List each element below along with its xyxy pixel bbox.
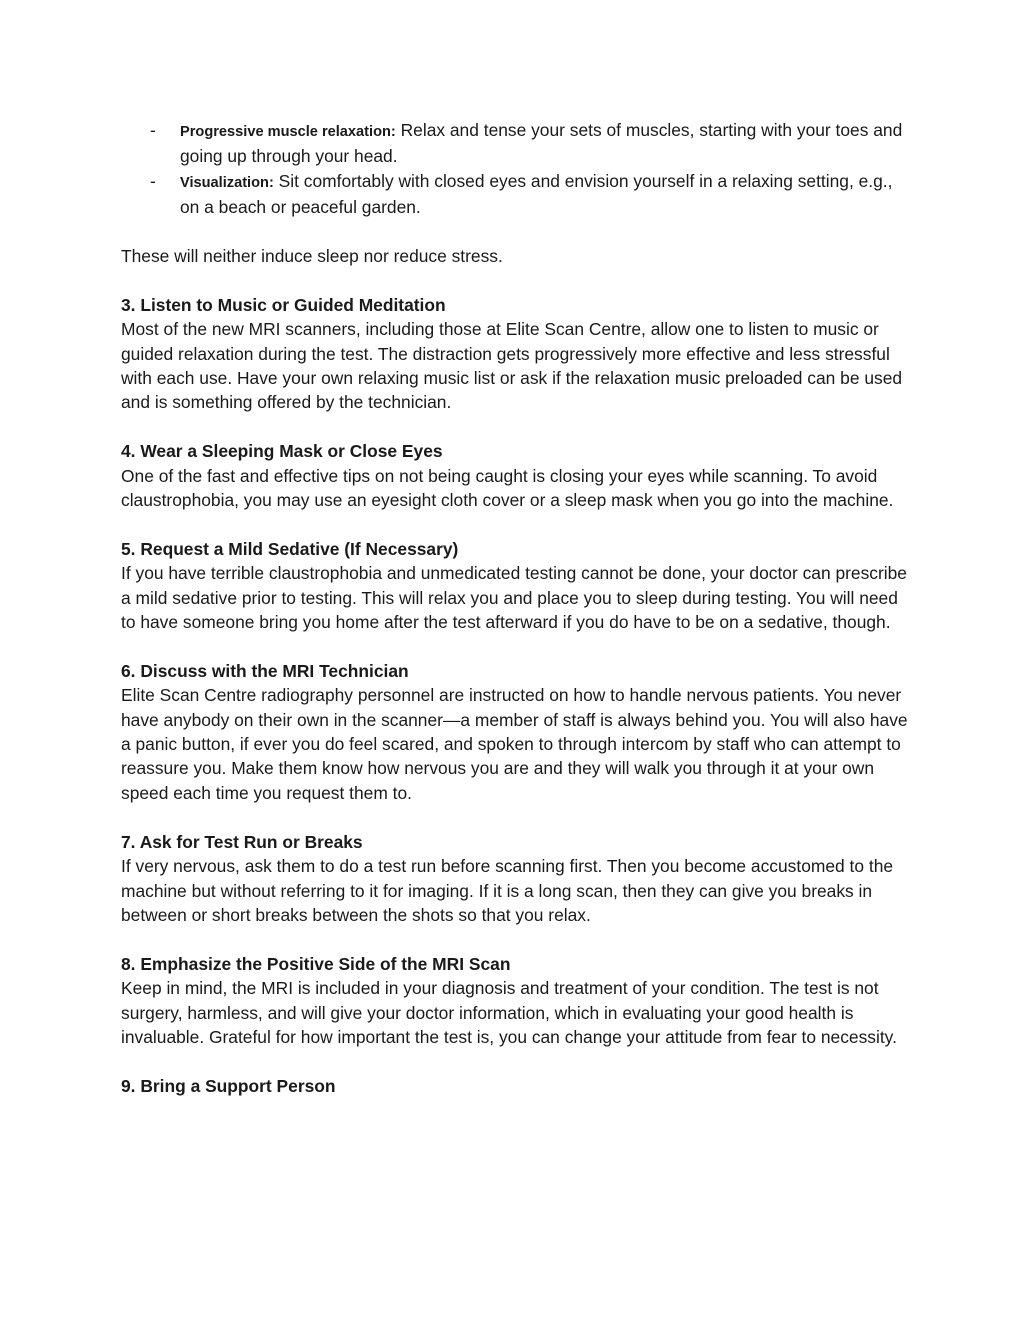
spacer — [121, 268, 911, 292]
relaxation-techniques-list — [121, 118, 911, 220]
spacer — [121, 1049, 911, 1073]
section-heading: 4. Wear a Sleeping Mask or Close Eyes — [121, 441, 443, 462]
spacer — [121, 220, 911, 244]
section-body: One of the fast and effective tips on not being caught is closing your eyes while scanning. To avoid claustrophobia, you may use an eyesight cloth cover or a sleep mask when you go into the machine. — [121, 465, 894, 511]
section-mild-sedative — [121, 537, 911, 635]
section-heading: 9. Bring a Support Person — [121, 1075, 336, 1096]
section-test-run-breaks — [121, 830, 911, 928]
section-body: If you have terrible claustrophobia and unmedicated testing cannot be done, your doctor can prescribe a mild sedative prior to testing. This will relax you and place you to sleep during testing. You will need to have someone bring you home after the test afterward if you do have to be on a sedative, though. — [121, 563, 907, 633]
bullet-term: Visualization: — [180, 174, 274, 191]
spacer — [121, 634, 911, 658]
section-heading: 7. Ask for Test Run or Breaks — [121, 831, 363, 852]
bullet-dash: - — [150, 120, 156, 140]
document-page — [121, 118, 911, 1098]
section-body: If very nervous, ask them to do a test run before scanning first. Then you become accustomed to the machine but without referring to it for imaging. If it is a long scan, then they can give you breaks in between or short breaks between the shots so that you relax. — [121, 856, 894, 925]
bullet-term: Progressive muscle relaxation: — [180, 124, 396, 140]
section-heading: 5. Request a Mild Sedative (If Necessary) — [121, 538, 459, 559]
section-listen-to-music — [121, 293, 911, 415]
section-support-person — [121, 1074, 911, 1098]
section-positive-side — [121, 952, 911, 1050]
bullet-dash: - — [150, 170, 156, 191]
section-heading: 3. Listen to Music or Guided Meditation — [121, 294, 446, 315]
section-body: Elite Scan Centre radiography personnel are instructed on how to handle nervous patients. You never have anybody on their own in the scanner—a member of staff is always behind you. You will also have a panic button, if ever you do feel scared, and spoken to through intercom by staff who can attempt to reassure you. Make them know how nervous you are and they will walk you through it at your own speed each time you request them to. — [121, 685, 908, 803]
section-heading: 6. Discuss with the MRI Technician — [121, 660, 409, 681]
spacer — [121, 512, 911, 536]
section-body: Keep in mind, the MRI is included in your diagnosis and treatment of your condition. The test is not surgery, harmless, and will give your doctor information, which in evaluating your good health is invaluable. Grateful for how important the test is, you can change your attitude from fear to necessity. — [121, 978, 897, 1047]
section-discuss-technician — [121, 659, 911, 805]
section-heading: 8. Emphasize the Positive Side of the MRI Scan — [121, 953, 511, 974]
bullet-text: Relax and tense your sets of muscles, starting with your toes and going up through your head. — [180, 120, 903, 167]
section-sleeping-mask — [121, 439, 911, 512]
spacer — [121, 805, 911, 829]
spacer — [121, 927, 911, 951]
section-body: Most of the new MRI scanners, including those at Elite Scan Centre, allow one to listen to music or guided relaxation during the test. The distraction gets progressively more effective and less stressful with each use. Have your own relaxing music list or ask if the relaxation music preloaded can be used and is something offered by the technician. — [121, 319, 903, 413]
spacer — [121, 415, 911, 439]
list-item-progressive-muscle-relaxation — [121, 118, 911, 169]
intro-note: These will neither induce sleep nor reduce stress. — [121, 246, 503, 267]
list-item-visualization — [121, 169, 911, 220]
bullet-text: Sit comfortably with closed eyes and envision yourself in a relaxing setting, e.g., on a beach or peaceful garden. — [180, 170, 893, 218]
